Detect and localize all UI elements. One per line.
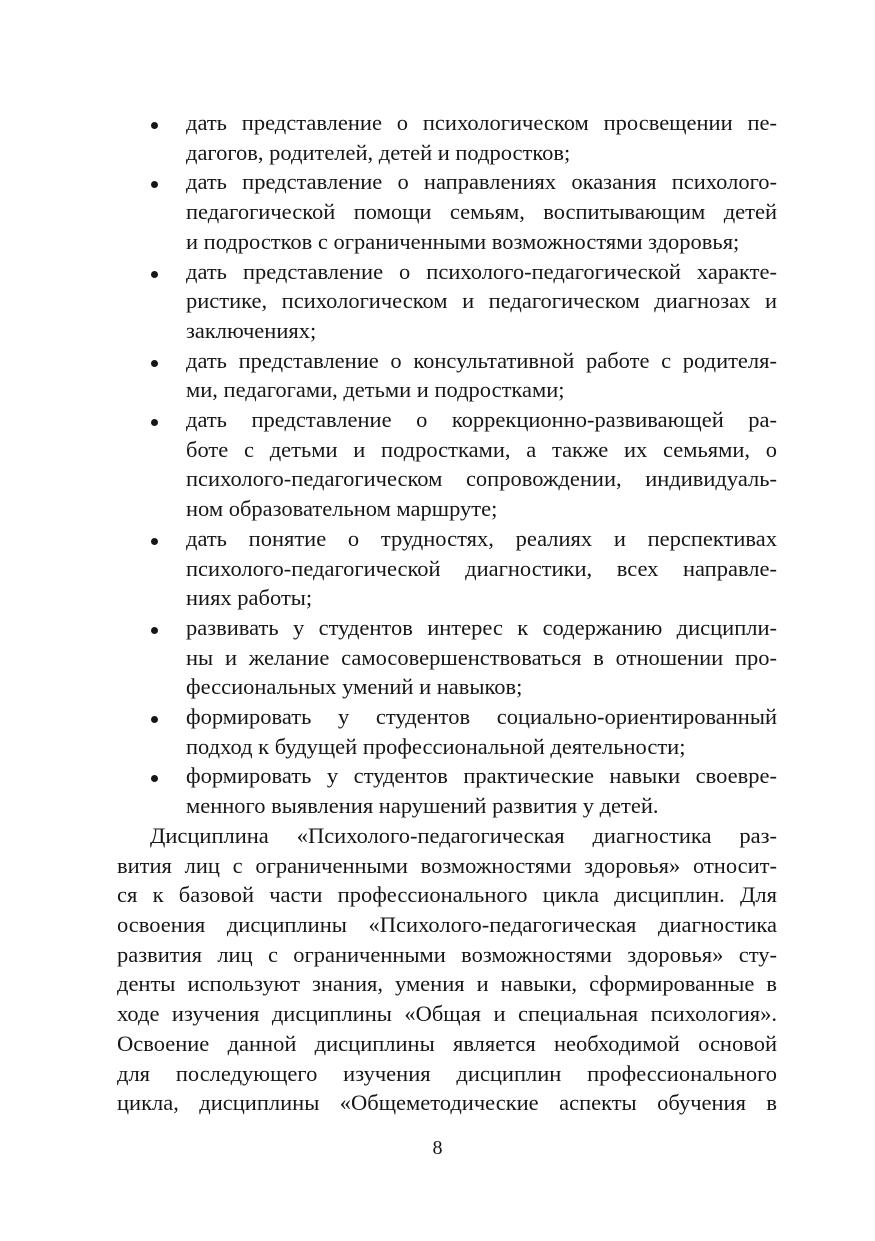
text-line: денты используют знания, умения и навыки, сформированные в [117,971,777,997]
text-line: фессиональных умений и навыков; [186,674,523,700]
list-item-text [186,613,777,702]
text-line: педагогической помощи семьям, воспитывающим детей [186,199,777,225]
bullet-icon [151,538,158,545]
text-line: менного выявления нарушений развития у детей. [186,793,659,819]
bullet-icon [151,122,158,129]
list-item-text [186,405,777,524]
list-item [117,257,777,346]
text-line: ми, педагогами, детьми и подростками; [186,377,565,403]
list-item-text [186,108,777,167]
bullet-icon [151,775,158,782]
list-item [117,346,777,405]
list-item [117,167,777,256]
text-line: цикла, дисциплины «Общеметодические аспекты обучения в [117,1090,777,1116]
list-item-text [186,346,777,405]
list-item [117,702,777,761]
text-line: Освоение данной дисциплины является необходимой основой [117,1030,777,1056]
list-item-text [186,524,777,613]
text-line: дать представление о психологическом просвещении пе- [186,110,777,135]
list-item-text [186,257,777,346]
text-line: психолого-педагогической диагностики, всех направле- [186,555,777,581]
bullet-icon [151,716,158,723]
list-item [117,405,777,524]
text-line: ристике, психологическом и педагогическом диагнозах и [186,288,777,314]
text-line: дать представление о направлениях оказания психолого- [186,169,777,195]
bullet-icon [151,181,158,188]
bullet-icon [151,271,158,278]
list-item-text [186,761,777,820]
list-item-text [186,167,777,256]
text-line: для последующего изучения дисциплин профессионального [117,1060,777,1086]
text-line: дать представление о коррекционно-развивающей ра- [186,407,777,433]
text-line: развивать у студентов интерес к содержанию дисципли- [186,614,777,640]
text-line: дать представление о консультативной работе с родителя- [186,347,777,373]
list-item [117,613,777,702]
list-item [117,761,777,820]
bullet-icon [151,419,158,426]
list-item-text [186,702,777,761]
text-line: дать представление о психолого-педагогической характе- [186,258,777,284]
page-body [117,108,777,1118]
text-line: вития лиц с ограниченными возможностями здоровья» относит- [117,852,777,878]
text-line: дагогов, родителей, детей и подростков; [186,139,571,165]
text-line: ся к базовой части профессионального цикла дисциплин. Для [117,882,777,908]
text-line: ниях работы; [186,585,313,611]
list-item [117,108,777,167]
text-line: освоения дисциплины «Психолого-педагогическая диагностика [117,911,777,937]
text-line: формировать у студентов практические навыки своевре- [186,763,777,789]
bullet-icon [151,360,158,367]
text-line: формировать у студентов социально-ориентированный [186,704,777,730]
text-line: дать понятие о трудностях, реалиях и перспективах [186,525,777,551]
text-line: боте с детьми и подростками, а также их семьями, о [186,436,777,462]
text-line: заключениях; [186,317,317,343]
discipline-paragraph [117,821,777,1118]
text-line: ны и желание самосовершенствоваться в отношении про- [186,644,777,670]
text-line: развития лиц с ограниченными возможностями здоровья» сту- [117,941,777,967]
text-line: подход к будущей профессиональной деятельности; [186,733,686,759]
text-line: ходе изучения дисциплины «Общая и специальная психология». [117,1001,777,1027]
list-item [117,524,777,613]
page-number: 8 [432,1137,443,1159]
text-line: психолого-педагогическом сопровождении, индивидуаль- [186,466,777,492]
bullet-icon [151,627,158,634]
text-line: ном образовательном маршруте; [186,496,498,522]
objectives-list [117,108,777,821]
text-line: и подростков с ограниченными возможностями здоровья; [186,228,740,254]
text-line: Дисциплина «Психолого-педагогическая диагностика раз- [150,822,777,848]
